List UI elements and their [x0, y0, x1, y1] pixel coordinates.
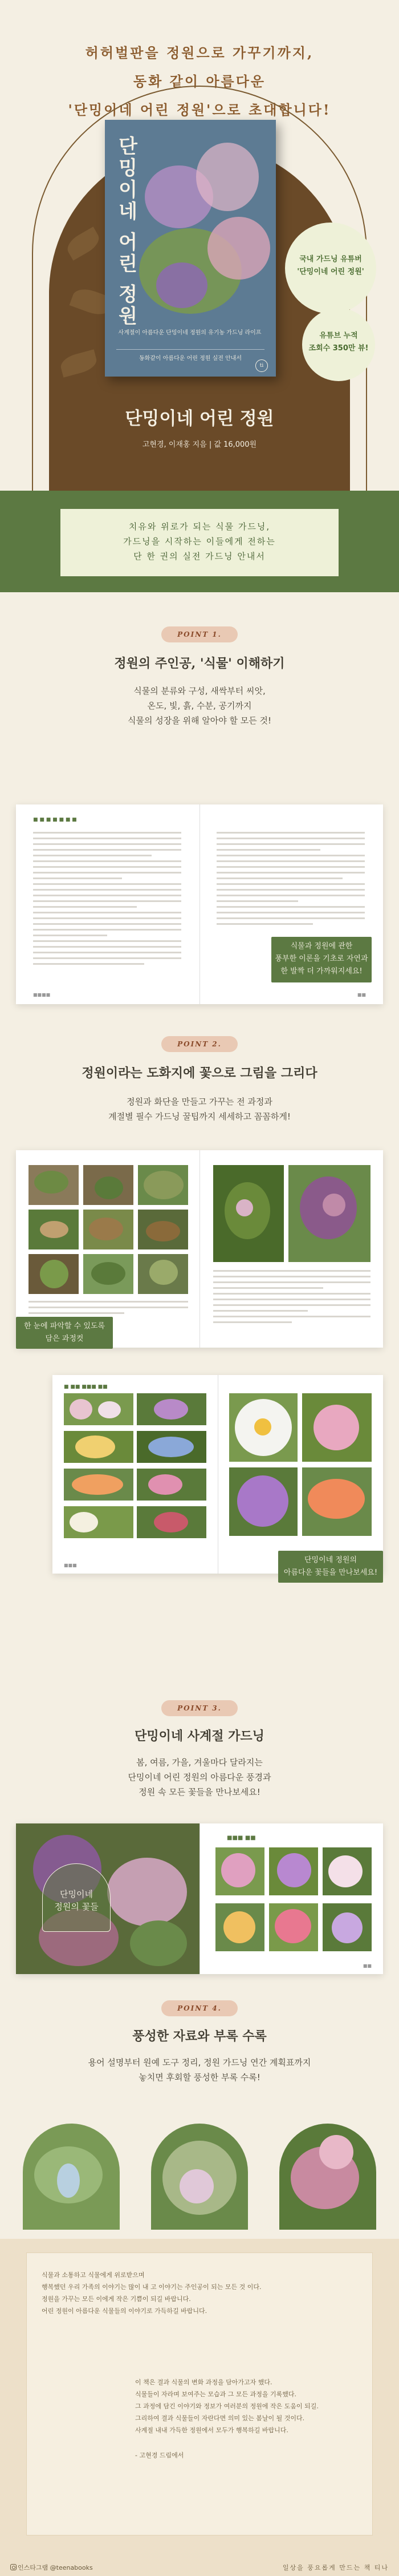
closing-line: 식물들이 자라며 보여주는 모습과 그 모든 과정을 기록했다.	[135, 2391, 296, 2398]
point4-description	[0, 2055, 399, 2085]
intro-band	[0, 491, 399, 592]
point4-title: 풍성한 자료와 부록 수록	[132, 2029, 267, 2044]
badge-line: 국내 가드닝 유튜버	[299, 255, 362, 264]
book-cover-tagline: 동화같이 아름다운 어린 정원 실전 안내서	[116, 349, 264, 362]
desc-line: 봄, 여름, 가을, 겨울마다 달라지는	[136, 1757, 263, 1768]
closing-paragraph-1	[42, 2269, 361, 2317]
closing-line: 사계절 내내 가득한 정원에서 모두가 행복하길 바랍니다.	[135, 2427, 288, 2434]
hero-intro-line: '단밍이네 어린 정원'으로 초대합니다!	[68, 102, 331, 118]
point1-badge: POINT 1.	[161, 626, 238, 642]
point1-callout	[271, 937, 372, 982]
footer-instagram[interactable]	[10, 2563, 93, 2572]
callout-line: 단밍이네 정원의	[304, 1556, 357, 1564]
callout-line: 한 눈에 파악할 수 있도록	[23, 1322, 105, 1331]
chapter-label-line: 단밍이네	[60, 1889, 93, 1899]
intro-band-line: 치유와 위로가 되는 식물 가드닝,	[128, 521, 271, 532]
closing-line: 그 과정에 담긴 이야기와 정보가 여러분의 정원에 작은 도움이 되길.	[135, 2403, 319, 2410]
point4-section	[0, 1989, 399, 2239]
closing-line: 정원을 가꾸는 모든 이에게 작은 기쁨이 되길 바랍니다.	[42, 2295, 191, 2303]
instagram-handle: 인스타그램 @teenabooks	[18, 2564, 93, 2571]
badge-line: 조회수 350만 뷰!	[308, 344, 369, 353]
desc-line: 식물의 분류와 구성, 새싹부터 씨앗,	[133, 686, 266, 696]
callout-line: 담은 과정컷	[45, 1334, 84, 1343]
closing-paragraph-2	[135, 2376, 363, 2436]
closing-line: 식물과 소통하고 식물에게 위로받으며	[42, 2271, 145, 2279]
point1-title: 정원의 주인공, '식물' 이해하기	[114, 656, 285, 671]
point1-book-spread: ■ ■ ■ ■ ■ ■ ■ ■■■■ ■■	[16, 804, 383, 1004]
closing-signature: - 고현경 드림에서	[135, 2452, 184, 2459]
closing-line: 그리하여 결과 식물들이 자란다면 의미 있는 봄날이 될 것이다.	[135, 2415, 305, 2422]
point2-badge: POINT 2.	[161, 1036, 238, 1052]
desc-line: 식물의 성장을 위해 알아야 할 모든 것!	[128, 715, 271, 726]
point2-section	[0, 1003, 399, 1669]
intro-band-line: 단 한 권의 실전 가드닝 안내서	[133, 551, 266, 561]
callout-line: 풍부한 이론을 기초로 자연과	[275, 955, 368, 963]
book-meta: 고현경, 이재홍 지음 | 값 16,000원	[142, 440, 257, 449]
point3-title: 단밍이네 사계절 가드닝	[135, 1729, 264, 1744]
desc-line: 온도, 빛, 흙, 수분, 공기까지	[147, 701, 252, 711]
callout-line: 식물과 정원에 관한	[290, 942, 353, 951]
hero-section	[0, 0, 399, 525]
closing-letter-box	[26, 2253, 373, 2535]
closing-section	[0, 2239, 399, 2576]
closing-line: 행복했던 우리 가족의 이야기는 많이 내 고 이야기는 주인공이 되는 모든 것 이다.	[42, 2283, 262, 2291]
youtuber-badge	[285, 223, 376, 314]
hero-intro-line: 동화 같이 아름다운	[133, 73, 266, 90]
point2-description	[0, 1094, 399, 1124]
callout-line: 아름다운 꽃들을 만나보세요!	[283, 1568, 378, 1577]
callout-line: 한 발짝 더 가까워지세요!	[280, 967, 363, 976]
intro-band-line: 가드닝을 시작하는 이들에게 전하는	[123, 536, 276, 547]
desc-line: 정원 속 모든 꽃들을 만나보세요!	[139, 1787, 260, 1797]
point3-badge: POINT 3.	[161, 1700, 238, 1716]
book-title: 단밍이네 어린 정원	[125, 409, 274, 429]
hero-intro-line: 허허벌판을 정원으로 가꾸기까지,	[85, 45, 314, 61]
point3-description	[0, 1755, 399, 1799]
desc-line: 정원과 화단을 만들고 가꾸는 전 과정과	[127, 1097, 272, 1107]
badge-line: '단밍이네 어린 정원'	[297, 268, 364, 276]
garden-photo-1	[23, 2124, 120, 2230]
badge-line: 유튜브 누적	[319, 331, 358, 340]
desc-line: 단밍이네 어린 정원의 아름다운 풍경과	[128, 1772, 271, 1782]
intro-band-box	[60, 509, 339, 576]
point1-section	[0, 592, 399, 1003]
point2-title: 정원이라는 도화지에 꽃으로 그림을 그리다	[82, 1066, 317, 1081]
chapter-label	[42, 1863, 111, 1932]
garden-photo-2	[151, 2124, 248, 2230]
publisher-logo-icon: ti	[255, 359, 268, 372]
book-cover-subtitle: 사계절이 아름다운 단밍이네 정원의 유기농 가드닝 라이프	[118, 330, 262, 336]
point2-callout-flowers	[278, 1551, 383, 1583]
views-badge	[302, 308, 375, 381]
point3-book-spread: 단밍이네 정원의 꽃들 ■■■ ■■ ■■	[16, 1823, 383, 1974]
point4-badge: POINT 4.	[161, 2000, 238, 2016]
footer	[0, 2558, 399, 2576]
point2-book-spread-2: ■ ■■ ■■■ ■■ ■■■	[52, 1375, 383, 1574]
chapter-label-line: 정원의 꽃들	[54, 1902, 99, 1912]
desc-line: 놓치면 후회할 풍성한 부록 수록!	[139, 2072, 260, 2082]
footer-tagline: 일상을 풍요롭게 만드는 책 티나	[282, 2564, 389, 2571]
desc-line: 용어 설명부터 원예 도구 정리, 정원 가드닝 연간 계획표까지	[88, 2057, 311, 2068]
instagram-icon	[10, 2564, 17, 2570]
point1-description	[0, 684, 399, 728]
point2-callout-process	[16, 1317, 113, 1349]
book-cover-title: 단밍이네 어린 정원	[115, 136, 137, 327]
point3-section	[0, 1669, 399, 1989]
closing-line: 어린 정원이 아름다운 식물들의 이야기로 가득하길 바랍니다.	[42, 2307, 207, 2315]
book-cover-image	[105, 120, 276, 377]
garden-photo-3	[279, 2124, 376, 2230]
desc-line: 계절별 필수 가드닝 꿀팁까지 세세하고 꼼꼼하게!	[108, 1111, 291, 1122]
closing-line: 이 책은 결과 식물의 변화 과정을 담아가고자 했다.	[135, 2379, 272, 2386]
